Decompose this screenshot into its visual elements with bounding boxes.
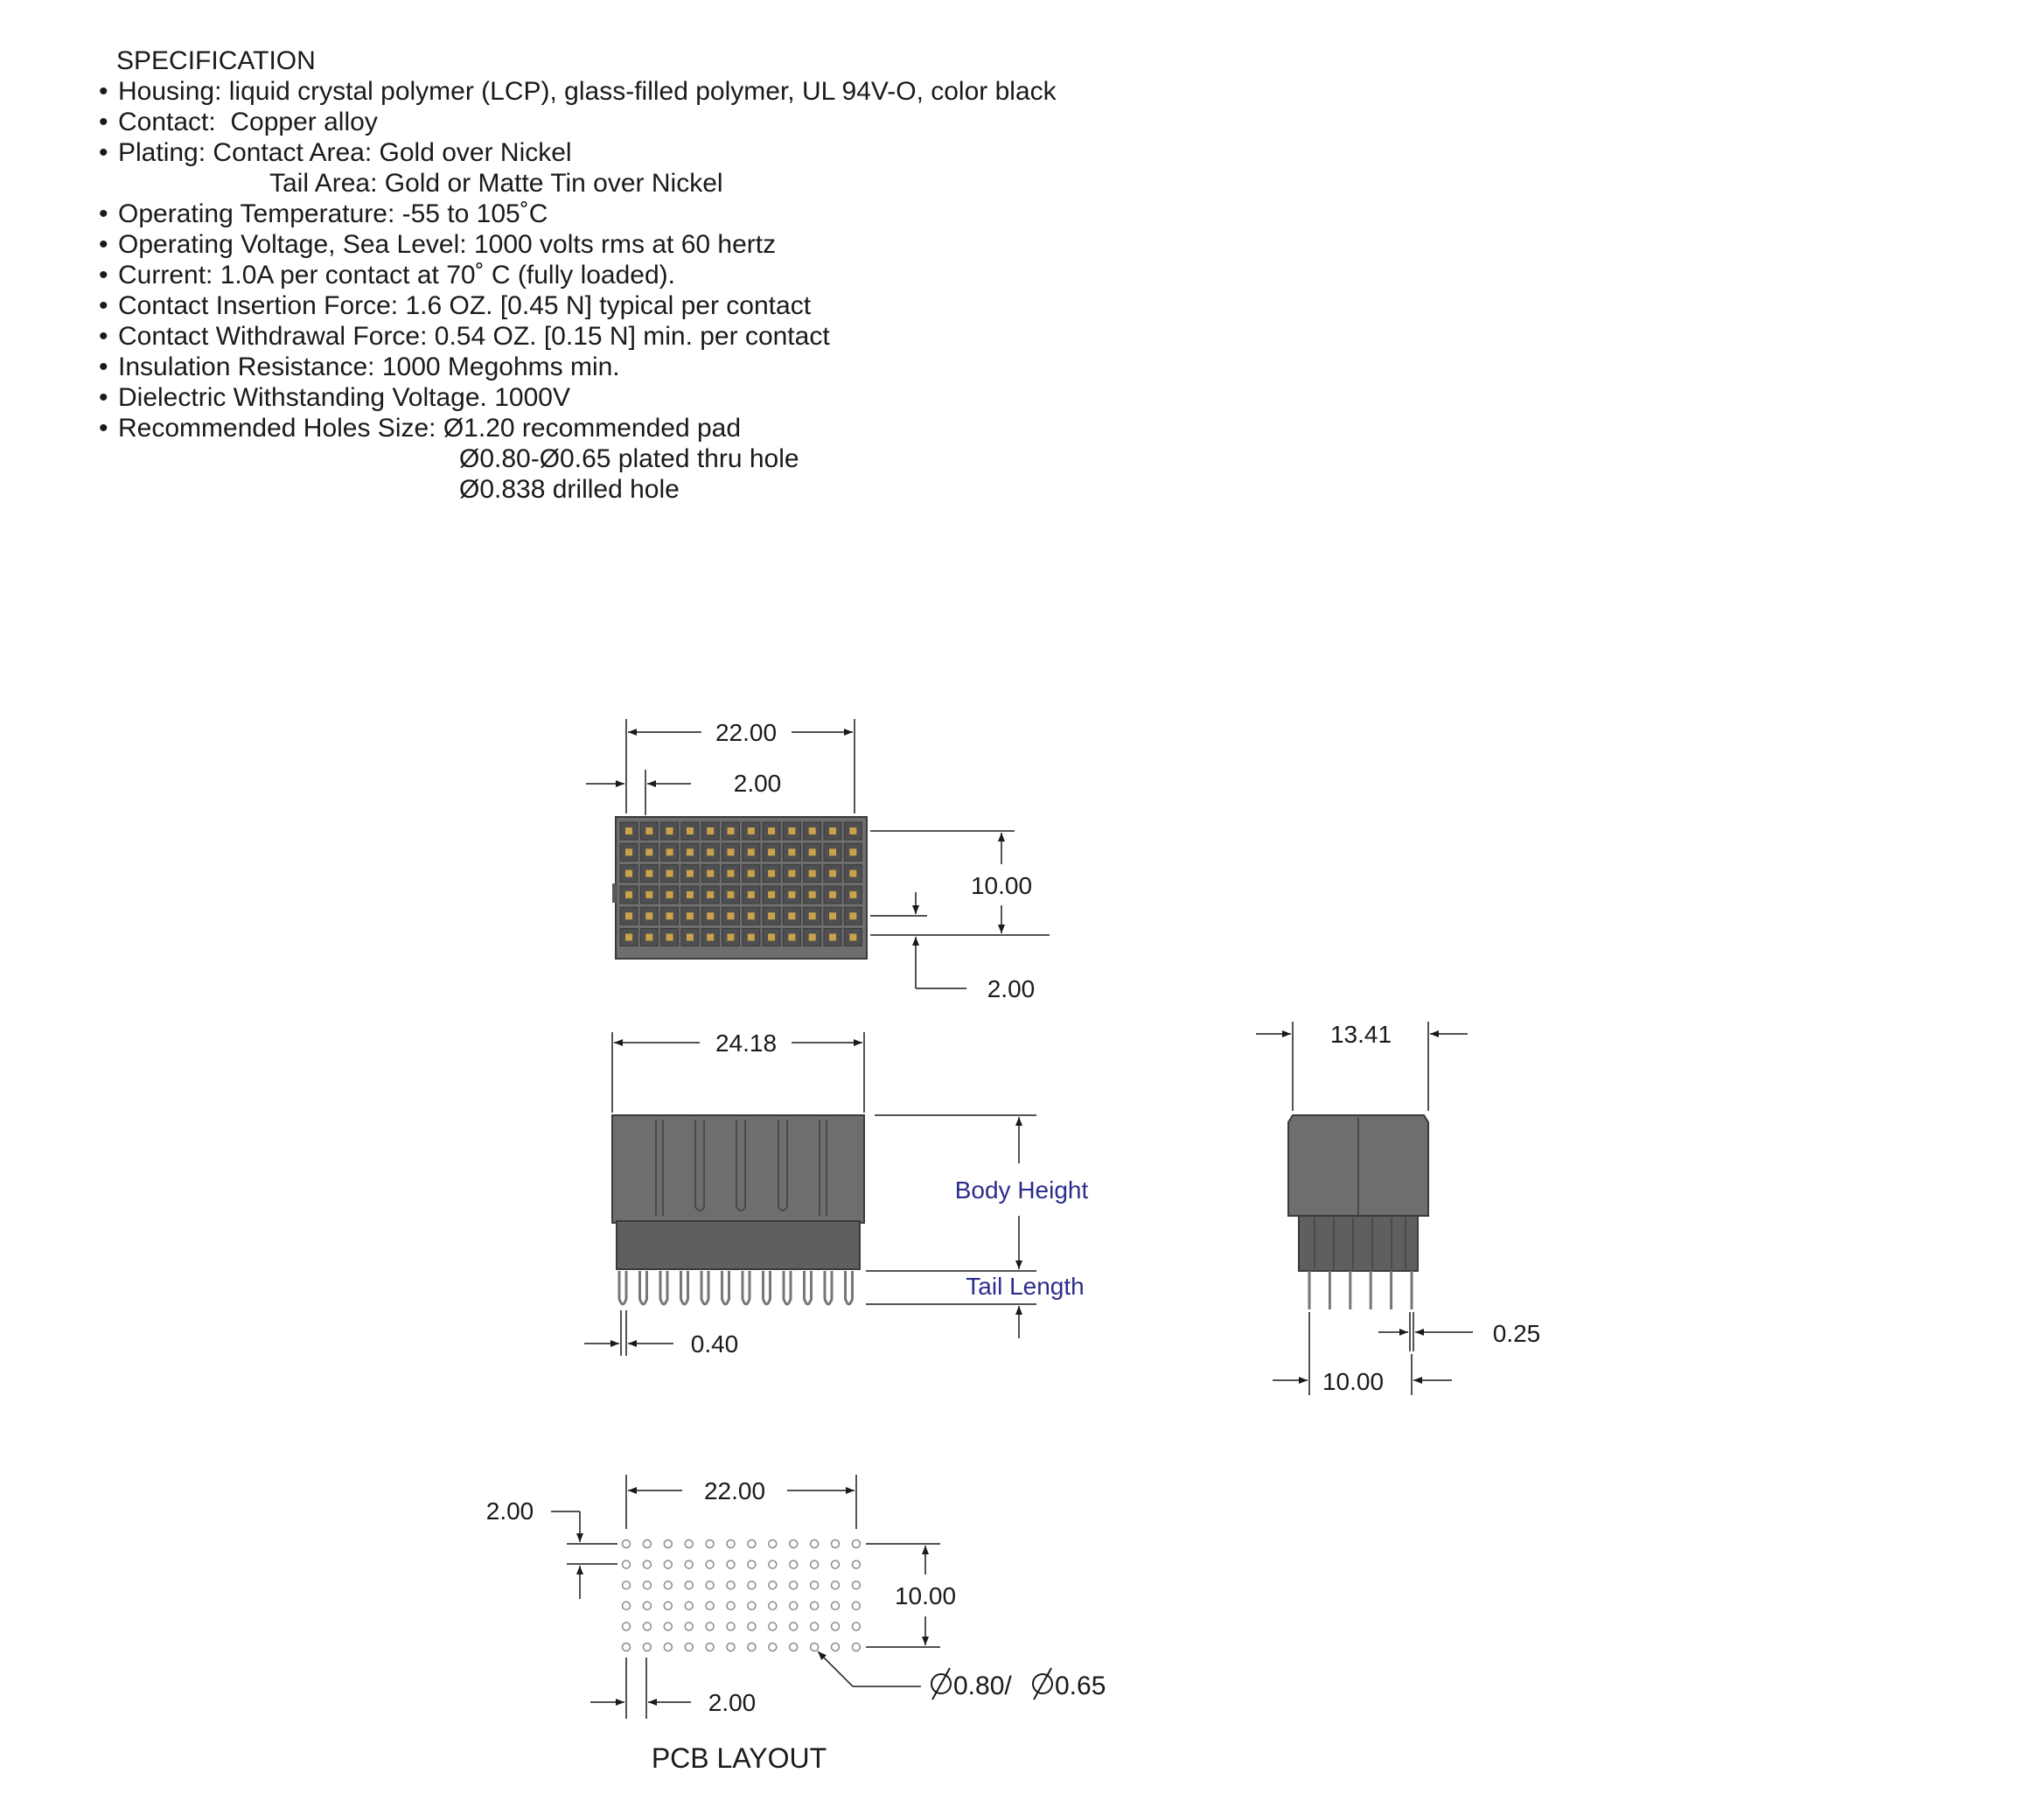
contact-pad (728, 827, 735, 834)
contact-pad (645, 827, 652, 834)
spec-item-plating-tail: Tail Area: Gold or Matte Tin over Nickel (269, 169, 723, 198)
contact-pad (625, 912, 632, 919)
contact-pad (728, 934, 735, 941)
contact-pad (849, 848, 856, 855)
pcb-hole (790, 1560, 798, 1568)
contact-pad (829, 934, 836, 941)
pcb-hole (685, 1602, 693, 1609)
pin (660, 1271, 667, 1304)
contact-pad (809, 912, 816, 919)
top-row-pitch-label: 2.00 (987, 975, 1036, 1002)
pcb-hole (685, 1560, 693, 1568)
contact-pad (849, 891, 856, 898)
pcb-hole (643, 1623, 651, 1630)
contact-pad (707, 848, 714, 855)
pcb-hole (664, 1581, 672, 1589)
pcb-hole (727, 1540, 735, 1548)
contact-pad (707, 891, 714, 898)
contact-pad (768, 934, 775, 941)
side-pin-width-label: 0.25 (1492, 1320, 1541, 1347)
side-row-span-label: 10.00 (1322, 1368, 1385, 1395)
spec-item-dielectric: • Dielectric Withstanding Voltage. 1000V (99, 383, 570, 412)
contact-pad (809, 934, 816, 941)
contact-pad (687, 827, 694, 834)
diameter-icon (1033, 1668, 1052, 1700)
pcb-hole-dia-1: 0.80/ (953, 1672, 1012, 1700)
pcb-hole (727, 1602, 735, 1609)
contact-pad (809, 870, 816, 877)
spec-item-contact: • Contact: Copper alloy (99, 108, 378, 136)
contact-pad (788, 891, 795, 898)
pcb-hole (685, 1540, 693, 1548)
contact-pad (748, 827, 755, 834)
pin (640, 1271, 647, 1304)
contact-pad (768, 891, 775, 898)
contact-pad (625, 870, 632, 877)
spec-item-voltage: • Operating Voltage, Sea Level: 1000 volts rms at 60 hertz (99, 230, 777, 259)
pcb-hole (769, 1540, 777, 1548)
contact-pad (768, 827, 775, 834)
contact-pad (829, 848, 836, 855)
spec-title: SPECIFICATION (116, 46, 316, 75)
contact-pad (849, 912, 856, 919)
pcb-hole (623, 1581, 631, 1589)
pcb-hole (790, 1581, 798, 1589)
pin (722, 1271, 729, 1304)
pcb-row-pitch-label: 2.00 (485, 1497, 534, 1525)
contact-pad (687, 891, 694, 898)
pcb-hole (706, 1540, 714, 1548)
pcb-hole (685, 1581, 693, 1589)
spec-item-insertion-force: • Contact Insertion Force: 1.6 OZ. [0.45 N] typical per contact (99, 291, 812, 320)
pcb-hole (769, 1623, 777, 1630)
contact-pad (768, 848, 775, 855)
top-height-label: 10.00 (970, 872, 1033, 899)
pcb-hole (769, 1644, 777, 1651)
contact-pad (666, 848, 673, 855)
contact-pad (625, 848, 632, 855)
pcb-layout-title: PCB LAYOUT (651, 1742, 827, 1774)
pcb-hole (811, 1602, 819, 1609)
contact-pad (666, 870, 673, 877)
pcb-hole (643, 1581, 651, 1589)
pcb-hole (623, 1602, 631, 1609)
contact-pad (849, 827, 856, 834)
top-pitch-label: 2.00 (733, 770, 782, 797)
pcb-hole (790, 1602, 798, 1609)
front-view (584, 1030, 1088, 1358)
diameter-icon (931, 1668, 951, 1700)
side-width-label: 13.41 (1329, 1021, 1392, 1048)
contact-pad (748, 912, 755, 919)
pcb-hole (811, 1623, 819, 1630)
pin (846, 1271, 853, 1304)
contact-pad (809, 827, 816, 834)
pcb-layout (486, 1475, 1106, 1774)
contact-pad (788, 827, 795, 834)
contact-pad (728, 870, 735, 877)
contact-pad (625, 934, 632, 941)
contact-pad (625, 827, 632, 834)
contact-pad (687, 848, 694, 855)
pcb-hole (832, 1602, 840, 1609)
contact-pad (768, 912, 775, 919)
pcb-hole (832, 1623, 840, 1630)
top-view-notch (612, 883, 617, 903)
pcb-hole (685, 1623, 693, 1630)
top-width-label: 22.00 (715, 719, 778, 746)
tail-length-label: Tail Length (966, 1273, 1085, 1300)
pcb-hole (664, 1540, 672, 1548)
contact-pad (645, 934, 652, 941)
pcb-hole (623, 1540, 631, 1548)
contact-pad (645, 891, 652, 898)
pcb-hole (852, 1581, 860, 1589)
contact-pad (849, 934, 856, 941)
pcb-hole (852, 1560, 860, 1568)
side-pins (1309, 1271, 1412, 1309)
pcb-hole (727, 1623, 735, 1630)
contact-pad (687, 934, 694, 941)
pin (825, 1271, 832, 1304)
pcb-hole (685, 1644, 693, 1651)
contact-pad (707, 870, 714, 877)
spec-item-withdrawal-force: • Contact Withdrawal Force: 0.54 OZ. [0.15 N] min. per contact (99, 322, 830, 351)
contact-pad (728, 848, 735, 855)
contact-pad (748, 934, 755, 941)
pcb-hole (748, 1602, 756, 1609)
side-view (1256, 1021, 1540, 1395)
pcb-hole (852, 1602, 860, 1609)
contact-pad (748, 848, 755, 855)
pcb-hole (811, 1560, 819, 1568)
pcb-hole (748, 1623, 756, 1630)
contact-pad (707, 934, 714, 941)
top-view (586, 719, 1050, 1002)
pcb-width-label: 22.00 (703, 1477, 766, 1504)
pcb-hole (769, 1581, 777, 1589)
pin (764, 1271, 771, 1304)
spec-item-hole-drilled: Ø0.838 drilled hole (459, 475, 680, 504)
pcb-hole (811, 1540, 819, 1548)
contact-pad (707, 912, 714, 919)
pcb-hole (832, 1540, 840, 1548)
pcb-hole (664, 1602, 672, 1609)
pcb-hole (623, 1560, 631, 1568)
pcb-hole (623, 1623, 631, 1630)
leader-line (818, 1651, 853, 1686)
contact-pad (666, 912, 673, 919)
side-view-base (1299, 1216, 1418, 1271)
contact-pad (829, 912, 836, 919)
spec-item-hole-size: • Recommended Holes Size: Ø1.20 recommended pad (99, 414, 742, 443)
pcb-hole (832, 1644, 840, 1651)
pcb-hole (790, 1644, 798, 1651)
pcb-hole (852, 1623, 860, 1630)
pcb-col-pitch-label: 2.00 (708, 1689, 757, 1716)
contact-pad (666, 934, 673, 941)
contact-pad (748, 891, 755, 898)
pcb-hole (643, 1540, 651, 1548)
pcb-hole (769, 1602, 777, 1609)
pin (743, 1271, 750, 1304)
contact-pad (687, 870, 694, 877)
contact-pad (809, 848, 816, 855)
pcb-hole (727, 1644, 735, 1651)
pcb-hole (664, 1560, 672, 1568)
pcb-hole (852, 1644, 860, 1651)
pin (701, 1271, 708, 1304)
contact-pad (788, 870, 795, 877)
contact-pad (849, 870, 856, 877)
body-height-label: Body Height (954, 1176, 1089, 1204)
pin (805, 1271, 812, 1304)
pin (681, 1271, 688, 1304)
pcb-hole (748, 1581, 756, 1589)
pcb-hole (706, 1602, 714, 1609)
pin (784, 1271, 791, 1304)
contact-pad (625, 891, 632, 898)
contact-pad (788, 934, 795, 941)
contact-pad (645, 912, 652, 919)
pcb-hole (832, 1581, 840, 1589)
spec-item-current: • Current: 1.0A per contact at 70˚ C (fully loaded). (99, 261, 675, 290)
pcb-hole (769, 1560, 777, 1568)
pcb-hole (706, 1581, 714, 1589)
contact-pad (666, 891, 673, 898)
contact-pad (666, 827, 673, 834)
contact-pad (809, 891, 816, 898)
pcb-hole (664, 1623, 672, 1630)
pcb-hole (643, 1560, 651, 1568)
contact-pad (788, 848, 795, 855)
spec-item-housing: • Housing: liquid crystal polymer (LCP), glass-filled polymer, UL 94V-O, color black (99, 77, 1057, 106)
spec-item-temperature: • Operating Temperature: -55 to 105˚C (99, 199, 548, 228)
pcb-hole (852, 1540, 860, 1548)
pcb-hole (811, 1644, 819, 1651)
contact-pad (829, 891, 836, 898)
pcb-hole (623, 1644, 631, 1651)
pcb-hole (664, 1644, 672, 1651)
front-width-label: 24.18 (715, 1030, 778, 1057)
spec-item-plating: • Plating: Contact Area: Gold over Nickel (99, 138, 572, 167)
pcb-hole (727, 1560, 735, 1568)
front-pins (619, 1271, 853, 1304)
pcb-hole (748, 1644, 756, 1651)
contact-pad (645, 870, 652, 877)
front-pin-width-label: 0.40 (690, 1330, 739, 1358)
pcb-hole (643, 1602, 651, 1609)
pcb-hole (790, 1623, 798, 1630)
pcb-hole (832, 1560, 840, 1568)
spec-item-insulation: • Insulation Resistance: 1000 Megohms min. (99, 353, 620, 381)
pin (619, 1271, 626, 1304)
pcb-hole-dia-2: 0.65 (1055, 1672, 1106, 1700)
pcb-hole (706, 1560, 714, 1568)
pcb-hole (706, 1644, 714, 1651)
pcb-height-label: 10.00 (894, 1582, 957, 1609)
contact-pad (748, 870, 755, 877)
contact-pad (829, 870, 836, 877)
pcb-hole (706, 1623, 714, 1630)
spec-item-hole-plated: Ø0.80-Ø0.65 plated thru hole (459, 444, 799, 473)
pcb-hole (748, 1560, 756, 1568)
front-view-base (617, 1221, 860, 1269)
contact-pad (829, 827, 836, 834)
pcb-hole (727, 1581, 735, 1589)
pcb-hole (748, 1540, 756, 1548)
contact-pad (768, 870, 775, 877)
pcb-hole (643, 1644, 651, 1651)
contact-pad (687, 912, 694, 919)
contact-pad (788, 912, 795, 919)
contact-pad (728, 891, 735, 898)
contact-pad (728, 912, 735, 919)
pcb-hole (811, 1581, 819, 1589)
pcb-hole-grid (623, 1540, 861, 1651)
pcb-hole (790, 1540, 798, 1548)
contact-pad (645, 848, 652, 855)
contact-pad (707, 827, 714, 834)
